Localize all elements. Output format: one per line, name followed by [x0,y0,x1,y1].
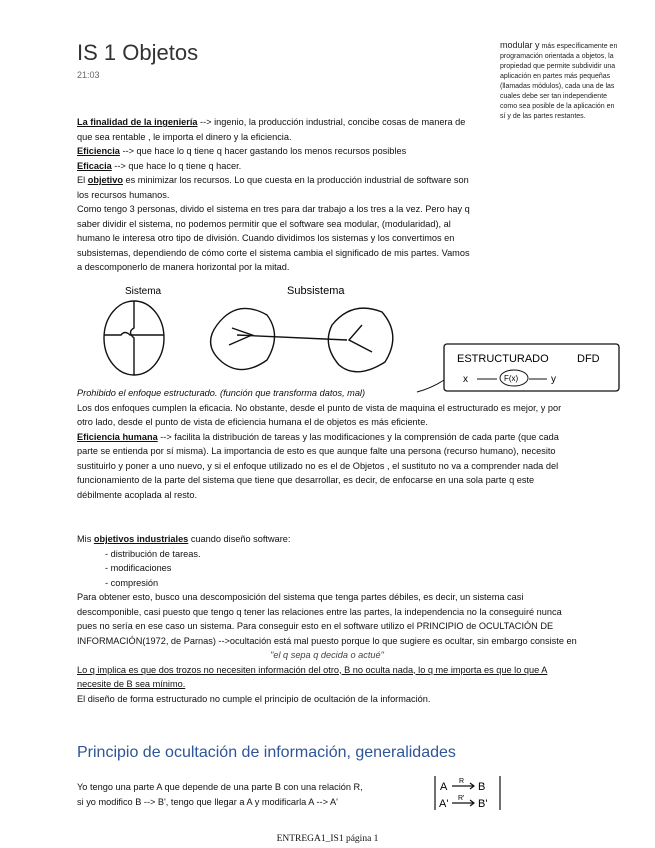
diag-r2: R' [458,795,465,802]
objetivos-pre: Mis [77,534,94,544]
label-sistema: Sistema [125,286,162,297]
box-dfd: DFD [577,353,600,365]
enfoques-p1: Los dos enfoques cumplen la eficacia. No obstante, desde el punto de vista de maquina el estructurado es mejor, y por otro lado, desde el punto de vista de eficiencia humana el de objetos es más eficiente. [77,402,562,427]
diag-a2: A' [439,798,449,810]
page-footer: ENTREGA1_IS1 página 1 [276,834,379,844]
objetivos-rest: cuando diseño software: [188,534,291,544]
diag-r: R [459,778,465,785]
side-note [500,40,618,122]
intro-line-3: --> que hace lo q tiene q hacer. [111,160,242,171]
page-title: IS 1 Objetos [77,40,199,65]
intro-block [77,115,477,275]
section2-line-1: Yo tengo una parte A que depende de una parte B con una relación R, [77,782,363,792]
side-note-lead: modular y [500,40,540,50]
intro-line-5: Como tengo 3 personas, divido el sistema en tres para dar trabajo a los tres a la vez. Pero hay q saber dividir el sistema, no podemos permitir que el software sea modular, (modularidad), al humano le interesa otro tipo de división. Cuando dividimos los sistemas y los convertimos en subsistemas, dependiendo de cómo corte el sistema cambia el significado de mis partes. Vamos a descomponerlo de manera horizontal por la mitad. [77,204,470,272]
box-fx: F(x) [504,374,519,383]
objetivo-item-1: - distribución de tareas. [105,548,201,559]
label-subsistema: Subsistema [287,285,345,297]
objetivos-block [77,532,577,706]
section2-line-2: si yo modifico B --> B', tengo que llegar a A y modificarla A --> A' [77,796,338,807]
intro-line-4-pre: El [77,175,88,185]
objetivo-item-2: - modificaciones [105,563,172,573]
box-title: ESTRUCTURADO [457,353,549,365]
intro-line-1: --> ingenio, la producción industrial, concibe cosas de manera de que sea rentable , le importa el dinero y la eficiencia. [77,117,466,142]
side-note-text: más específicamente en programación orientada a objetos, la propiedad que permite subdividir una aplicación en partes más pequeñas (llamadas módulos), cada una de las cuales debe ser tan independiente como sea posible de la aplicación en sí y de las partes restantes. [500,43,618,120]
intro-line-2: --> que hace lo q tiene q hacer gastando los menos recursos posibles [119,146,407,156]
diag-b: B [478,781,486,793]
box-y: y [551,374,556,385]
term-finalidad: La finalidad de la ingeniería [77,117,198,127]
hand-drawing [77,280,637,400]
estructurado-box [417,344,619,392]
implica-line: Lo q implica es que dos trozos no necesiten información del otro, B no oculta nada, lo q me importa es que lo que A necesite de B sea mínimo. [77,664,548,689]
diag-a: A [440,781,448,793]
box-x: x [463,374,468,385]
sistema-circle-icon [104,301,164,375]
diag-b2: B' [478,798,488,810]
term-objetivos: objetivos industriales [93,534,189,544]
enfoques-block [77,386,577,502]
objetivos-p2: El diseño de forma estructurado no cumple el principio de ocultación de la información. [77,693,431,704]
prohibido-line: Prohibido el enfoque estructurado. (función que transforma datos, mal) [77,388,366,398]
subsistema-blobs-icon [211,308,393,372]
term-eficiencia-humana: Eficiencia humana [77,431,158,442]
objetivos-p1: Para obtener esto, busco una descomposición del sistema que tenga partes débiles, es decir, un sistema casi descomponible, casi puesto que tengo q tener las relaciones entre las partes, la independencia no la conseguiré nunca pues no sería en ese caso un sistema. Para conseguir esto en el software utilizo el PRINCIPIO de OCULTACIÓN DE INFORMACIÓN(1972, de Parnas) -->ocultación está mal puesto porque lo que sugiere es ocultar, sin embargo consiste en [77,592,577,646]
ab-relation-diagram [432,772,504,814]
term-eficiencia: Eficiencia [77,146,120,156]
term-objetivo: objetivo [87,175,123,185]
intro-line-4: es minimizar los recursos. Lo que cuesta en la producción industrial de software son los recursos humanos. [77,175,469,200]
section2-text [77,780,417,809]
enfoques-eh: --> facilita la distribución de tareas y las modificaciones y la comprensión de cada parte (que cada parte se entienda por sí misma). La importancia de esto es que aunque falte una persona (recurso humano), necesito sustituirlo y poner a uno nuevo, y si el enfoque utilizado no es el de Objetos , el sustituto no va a comprender nada del funcionamiento de la parte del sistema que tiene que desarrollar, es decir, de enfocarse en una sola parte q este débilmente acoplada al resto. [77,431,559,500]
quote-line: "el q sepa q decida o actué" [270,650,384,660]
page-time: 21:03 [77,70,100,80]
section-heading: Principio de ocultación de información, generalidades [77,744,456,761]
objetivo-item-3: - compresión [105,577,159,588]
term-eficacia: Eficacia [77,160,112,171]
